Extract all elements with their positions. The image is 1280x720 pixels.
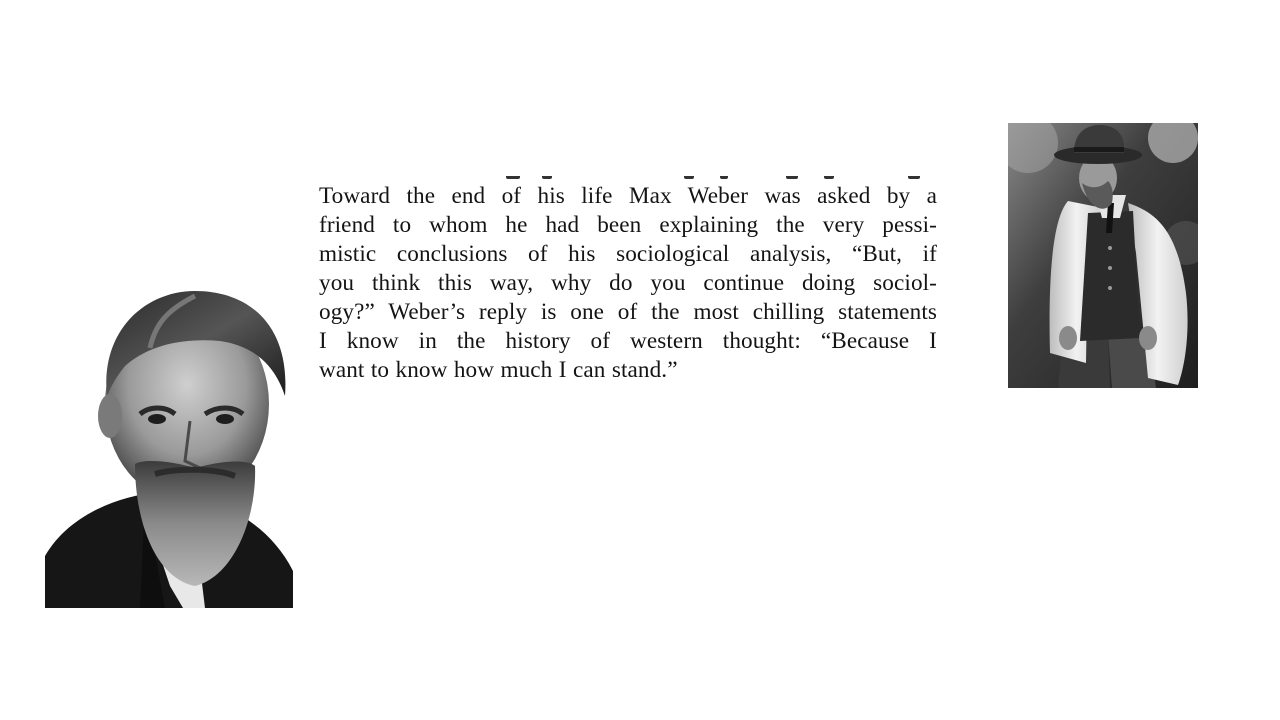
quote-line: Toward the end of his life Max Weber was asked by a xyxy=(319,183,937,209)
quote-line: want to know how much I can stand.” xyxy=(319,357,678,383)
portrait-photo-head xyxy=(45,286,293,608)
quote-text xyxy=(319,182,937,385)
portrait-photo-standing xyxy=(1008,123,1198,388)
quote-line: I know in the history of western thought: “Because I xyxy=(319,328,937,354)
quote-line: ogy?” Weber’s reply is one of the most chilling statements xyxy=(319,299,937,325)
quote-line: friend to whom he had been explaining the very pessi- xyxy=(319,212,937,238)
quote-line: you think this way, why do you continue doing sociol- xyxy=(319,270,937,296)
quote-excerpt xyxy=(316,176,942,388)
quote-line: mistic conclusions of his sociological analysis, “But, if xyxy=(319,241,937,267)
